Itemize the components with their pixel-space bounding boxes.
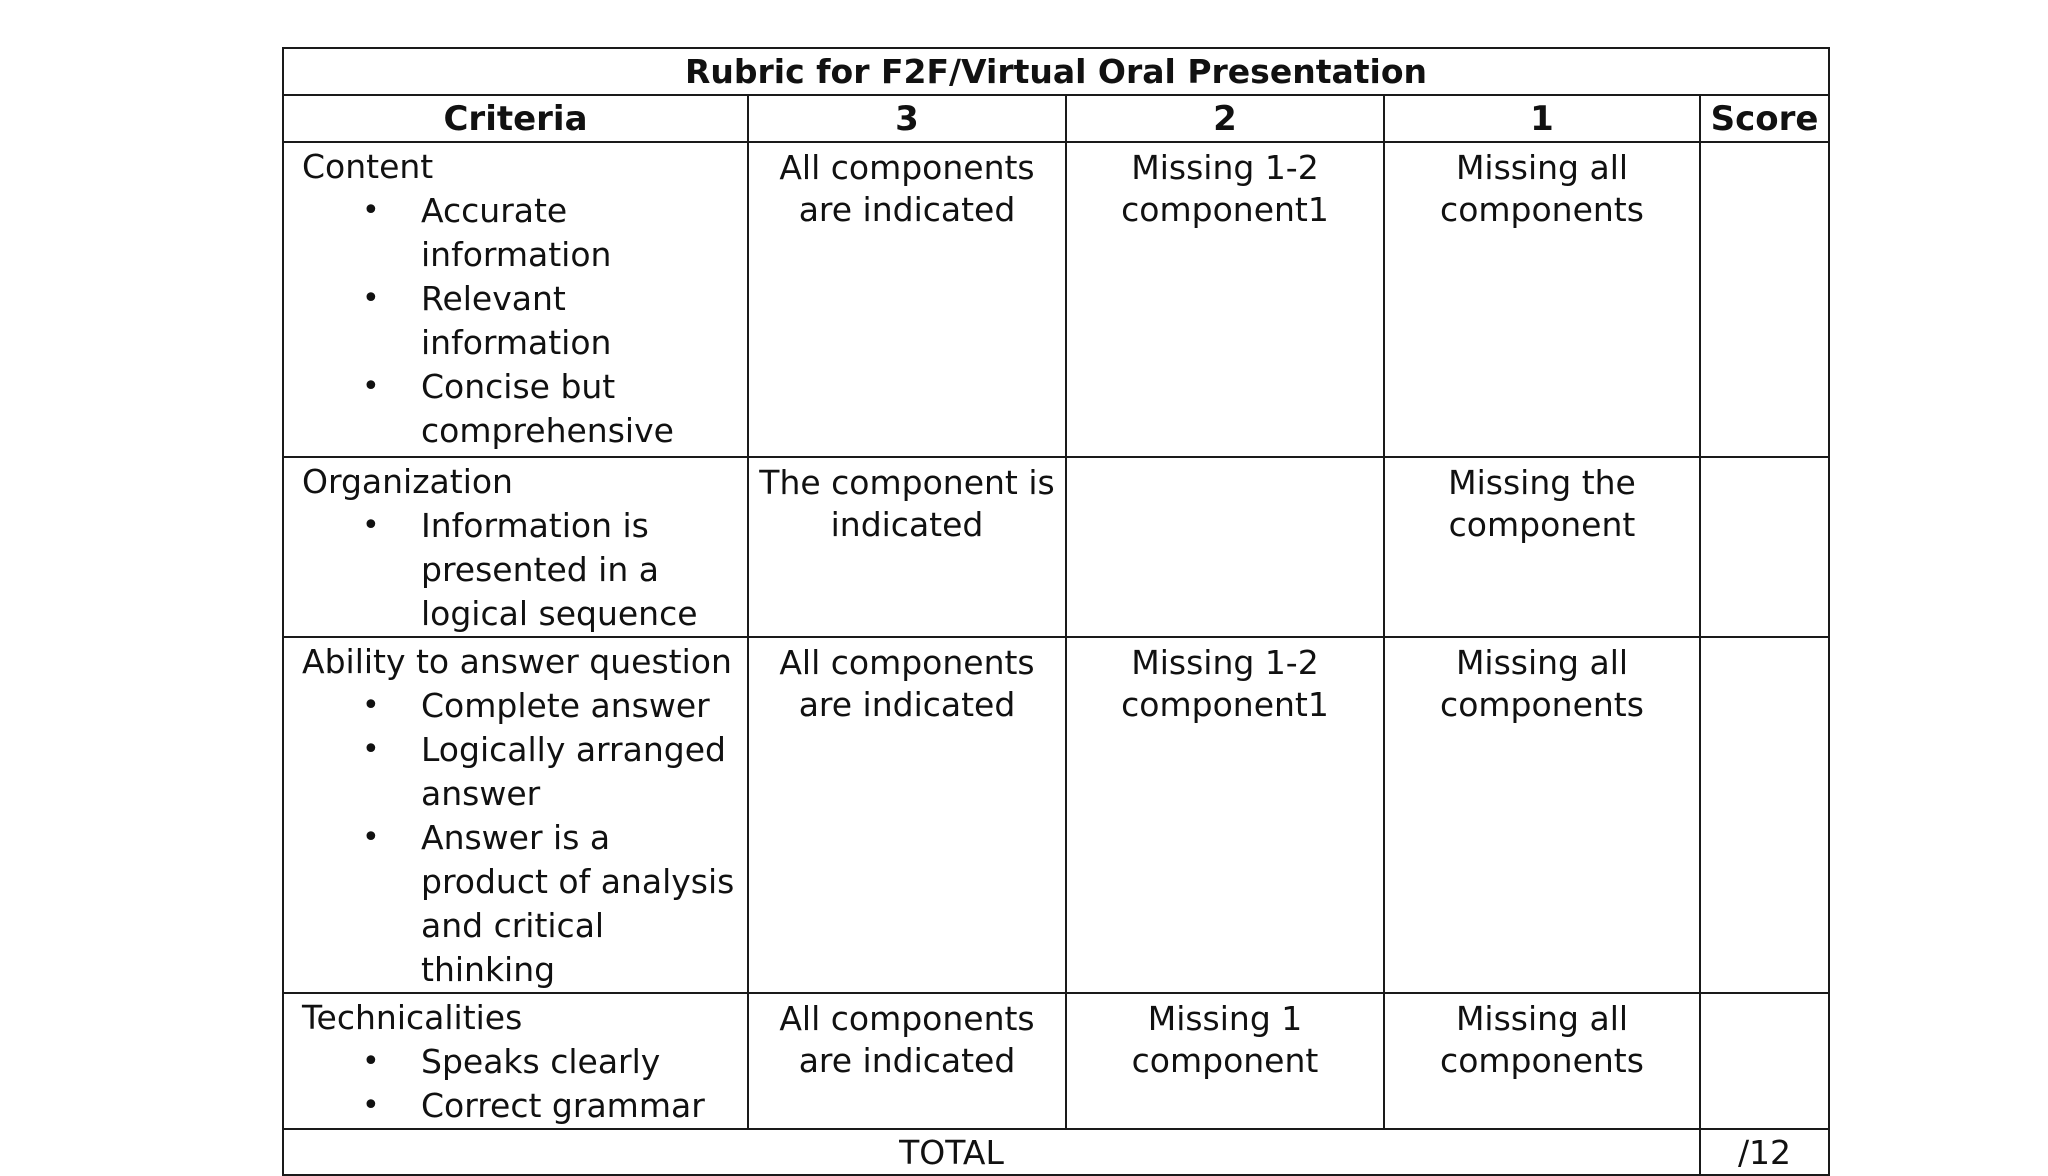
- total-row: [283, 1129, 1829, 1175]
- level-3-cell: All components are indicated: [748, 993, 1066, 1129]
- level-3-cell: All components are indicated: [748, 142, 1066, 457]
- header-score: Score: [1700, 95, 1829, 142]
- criterion-row-technicalities: [283, 993, 1829, 1129]
- header-level-1: 1: [1384, 95, 1700, 142]
- criterion-item-text: Complete answer: [421, 686, 710, 725]
- criterion-item-text: Concise but comprehensive: [421, 367, 674, 450]
- criterion-item-text: Answer is a product of analysis and critical thinking: [421, 818, 735, 989]
- level-1-cell: Missing all components: [1384, 993, 1700, 1129]
- bullet-icon: •: [362, 1044, 380, 1079]
- score-cell: [1700, 993, 1829, 1129]
- criterion-item: [302, 365, 747, 453]
- criterion-cell: [283, 142, 748, 457]
- criterion-title: Technicalities: [302, 998, 523, 1037]
- criterion-item: [302, 684, 747, 728]
- total-label: TOTAL: [283, 1129, 1700, 1175]
- rubric-table: [282, 47, 1830, 1176]
- criterion-item-text: Information is presented in a logical sequence: [421, 506, 698, 633]
- criterion-item: [302, 1084, 747, 1128]
- criterion-row-ability: [283, 637, 1829, 993]
- score-cell: [1700, 637, 1829, 993]
- criterion-title: Organization: [302, 462, 513, 501]
- level-3-cell: All components are indicated: [748, 637, 1066, 993]
- rubric-title: Rubric for F2F/Virtual Oral Presentation: [283, 48, 1829, 95]
- criterion-cell: [283, 993, 748, 1129]
- level-2-cell: Missing 1-2 component1: [1066, 637, 1384, 993]
- criterion-cell: [283, 457, 748, 637]
- criterion-item-text: Correct grammar: [421, 1086, 705, 1125]
- score-cell: [1700, 457, 1829, 637]
- level-1-cell: Missing all components: [1384, 637, 1700, 993]
- criterion-items: [302, 504, 747, 636]
- bullet-icon: •: [362, 1088, 380, 1123]
- criterion-items: [302, 189, 747, 453]
- level-2-cell: Missing 1-2 component1: [1066, 142, 1384, 457]
- header-row: [283, 95, 1829, 142]
- level-3-cell: The component is indicated: [748, 457, 1066, 637]
- title-row: [283, 48, 1829, 95]
- bullet-icon: •: [362, 193, 380, 228]
- criterion-items: [302, 684, 747, 992]
- bullet-icon: •: [362, 369, 380, 404]
- criterion-item-text: Logically arranged answer: [421, 730, 726, 813]
- criterion-row-content: [283, 142, 1829, 457]
- criterion-item-text: Accurate information: [421, 191, 612, 274]
- criterion-row-organization: [283, 457, 1829, 637]
- criterion-item: [302, 1040, 747, 1084]
- bullet-icon: •: [362, 281, 380, 316]
- criterion-cell: [283, 637, 748, 993]
- bullet-icon: •: [362, 508, 380, 543]
- criterion-item-text: Speaks clearly: [421, 1042, 661, 1081]
- level-2-cell: Missing 1 component: [1066, 993, 1384, 1129]
- criterion-title: Ability to answer question: [302, 642, 732, 681]
- header-level-2: 2: [1066, 95, 1384, 142]
- criterion-item: [302, 189, 747, 277]
- criterion-title: Content: [302, 147, 434, 186]
- level-1-cell: Missing all components: [1384, 142, 1700, 457]
- bullet-icon: •: [362, 732, 380, 767]
- level-1-cell: Missing the component: [1384, 457, 1700, 637]
- score-cell: [1700, 142, 1829, 457]
- bullet-icon: •: [362, 820, 380, 855]
- criterion-item: [302, 728, 747, 816]
- header-criteria: Criteria: [283, 95, 748, 142]
- criterion-item: [302, 816, 747, 992]
- criterion-item: [302, 277, 747, 365]
- criterion-items: [302, 1040, 747, 1128]
- criterion-item-text: Relevant information: [421, 279, 612, 362]
- total-score: /12: [1700, 1129, 1829, 1175]
- level-2-cell: [1066, 457, 1384, 637]
- criterion-item: [302, 504, 747, 636]
- header-level-3: 3: [748, 95, 1066, 142]
- bullet-icon: •: [362, 688, 380, 723]
